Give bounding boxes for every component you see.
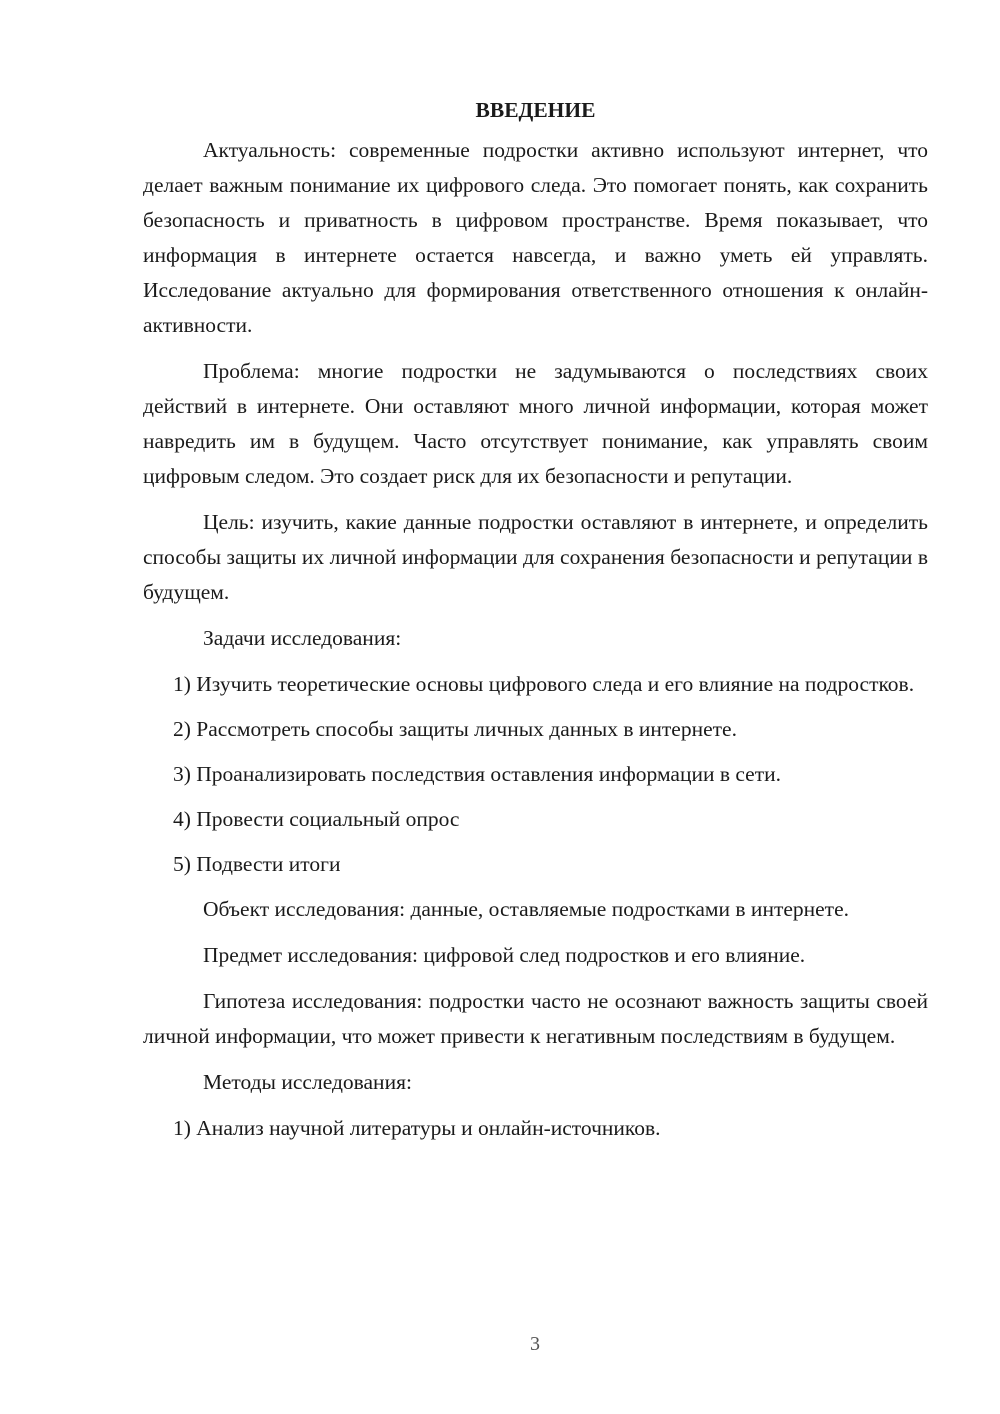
paragraph-object: Объект исследования: данные, оставляемые подростками в интернете. — [203, 897, 849, 921]
task-item: 5) Подвести итоги — [173, 852, 341, 876]
paragraph-hypothesis: Гипотеза исследования: подростки часто не осознают важность защиты своей личной информации, что может привести к негативным последствиям в будущем. — [143, 989, 928, 1048]
task-item: 1) Изучить теоретические основы цифрового следа и его влияние на подростков. — [173, 672, 915, 696]
section-heading: ВВЕДЕНИЕ — [475, 98, 596, 122]
task-item: 2) Рассмотреть способы защиты личных данных в интернете. — [173, 717, 737, 741]
paragraph-subject: Предмет исследования: цифровой след подростков и его влияние. — [203, 943, 806, 967]
tasks-title: Задачи исследования: — [203, 626, 402, 650]
paragraph-problem: Проблема: многие подростки не задумываются о последствиях своих действий в интернете. Они оставляют много личной информации, которая может навредить им в будущем. Часто отсутствует понимание, как управлять своим цифровым следом. Это создает риск для их безопасности и репутации. — [143, 359, 928, 488]
paragraph-goal: Цель: изучить, какие данные подростки оставляют в интернете, и определить способы защиты их личной информации для сохранения безопасности и репутации в будущем. — [143, 510, 928, 604]
page-number: 3 — [530, 1333, 540, 1355]
task-item: 4) Провести социальный опрос — [173, 807, 460, 831]
method-item: 1) Анализ научной литературы и онлайн-источников. — [173, 1116, 661, 1140]
paragraph-relevance: Актуальность: современные подростки активно используют интернет, что делает важным понимание их цифрового следа. Это помогает понять, как сохранить безопасность и приватность в цифровом пространстве. Время показывает, что информация в интернете остается навсегда, и важно уметь ей управлять. Исследование актуально для формирования ответственного отношения к онлайн-активности. — [143, 138, 928, 337]
task-item: 3) Проанализировать последствия оставления информации в сети. — [173, 762, 781, 786]
methods-title: Методы исследования: — [203, 1070, 412, 1094]
page-content — [143, 93, 928, 1156]
